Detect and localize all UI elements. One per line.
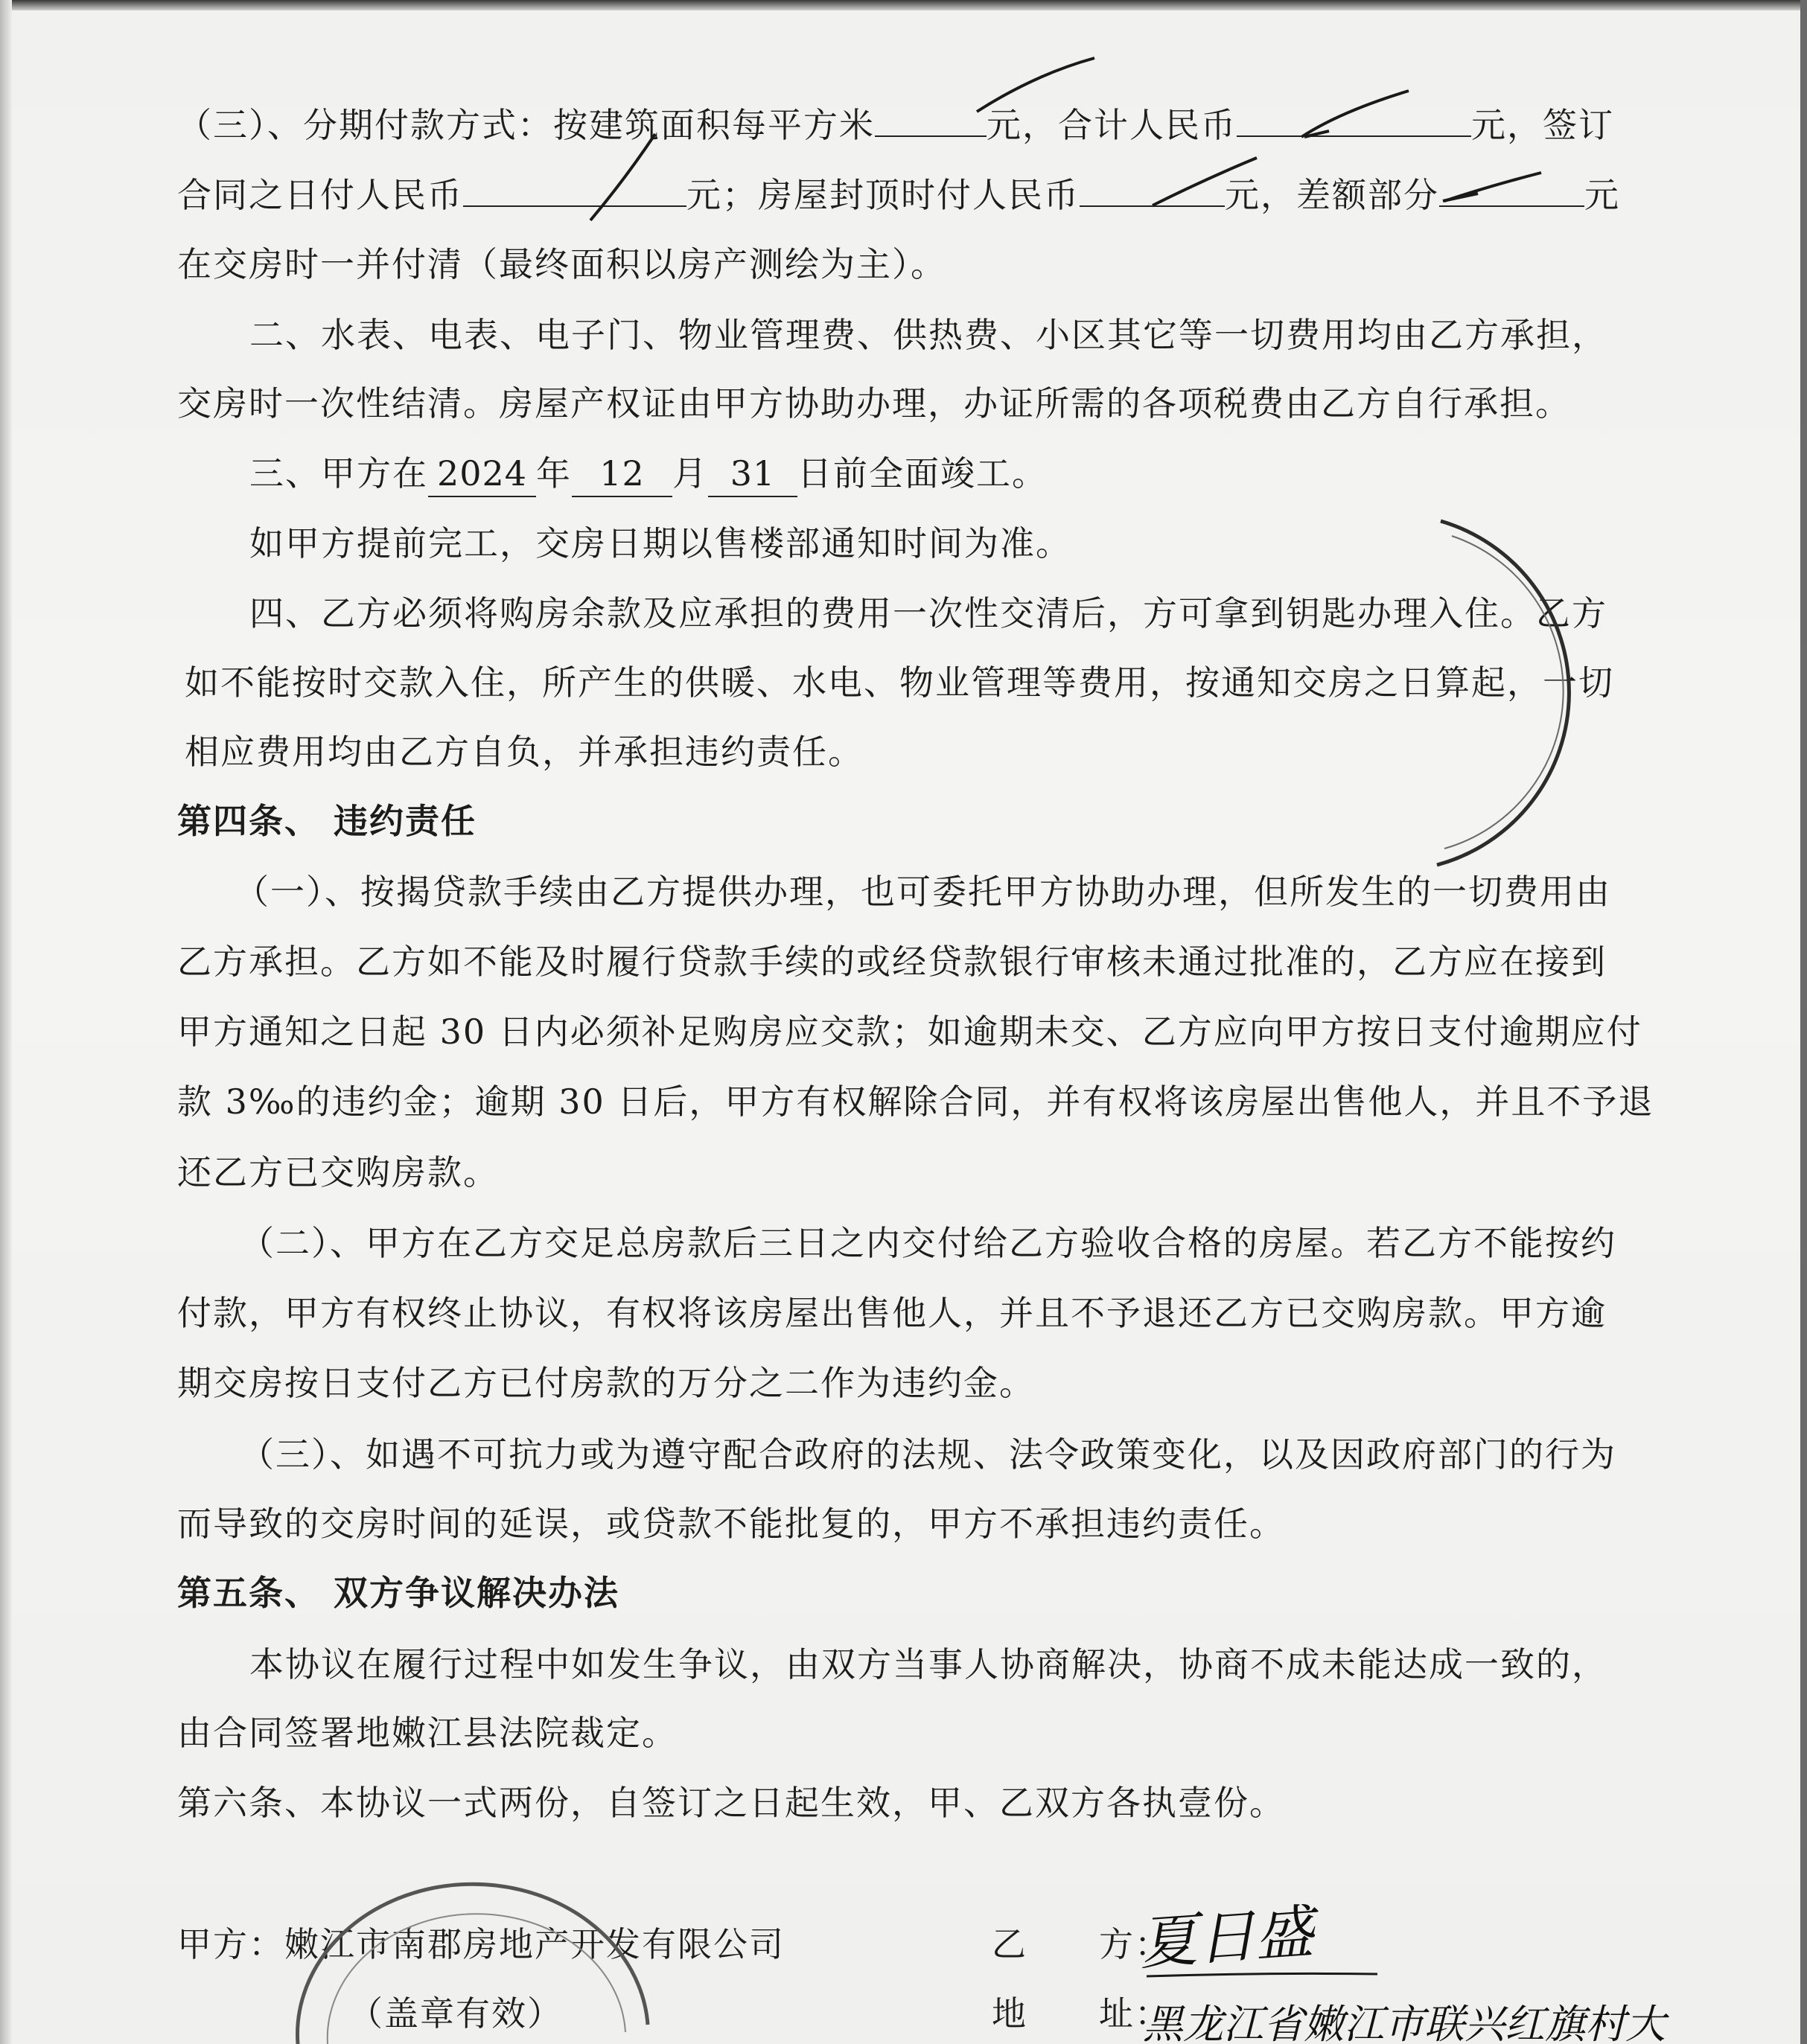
address-label: 地 址： [992, 1993, 1170, 2034]
fees-line-1: 二、水表、电表、电子门、物业管理费、供热费、小区其它等一切费用均由乙方承担， [249, 315, 1607, 355]
article4-p1-line-1: （一）、按揭贷款手续由乙方提供办理，也可委托甲方协助办理，但所发生的一切费用由 [235, 872, 1611, 912]
completion-year: 2024 [428, 451, 536, 497]
party-a-label: 甲方： [177, 1924, 284, 1964]
article4-p1-line-4: 款 3‰的违约金；逾期 30 日后，甲方有权解除合同，并有权将该房屋出售他人，并且不予退 [177, 1082, 1654, 1122]
article4-p1-line-2: 乙方承担。乙方如不能及时履行贷款手续的或经贷款银行审核未通过批准的，乙方应在接到 [177, 942, 1607, 982]
price-per-sqm-blank [875, 103, 987, 137]
clause4-line-2: 如不能按时交款入住，所产生的供暖、水电、物业管理等费用，按通知交房之日算起，一切 [185, 662, 1614, 703]
scan-right-edge [1800, 0, 1807, 2044]
text: 元，合计人民币 [987, 105, 1237, 145]
payment-clause-line-3: 在交房时一并付清（最终面积以房产测绘为主）。 [177, 244, 946, 284]
scan-top-shadow [0, 0, 1807, 10]
completion-day: 31 [708, 451, 797, 497]
text: 元 [1584, 175, 1620, 215]
article4-p1-line-3: 甲方通知之日起 30 日内必须补足购房应交款；如逾期未交、乙方应向甲方按日支付逾期应付 [177, 1012, 1642, 1052]
balance-blank [1439, 173, 1584, 207]
payment-clause-line-1 [177, 103, 1666, 147]
completion-month: 12 [572, 451, 672, 497]
signing-payment-blank [463, 173, 686, 207]
topping-payment-blank [1080, 173, 1225, 207]
text: 元，签订 [1471, 105, 1614, 145]
party-b-label: 乙 方： [992, 1924, 1170, 1964]
article4-title: 第四条、 违约责任 [177, 801, 477, 841]
signature-underline [1147, 1973, 1377, 1976]
article5-line-1: 本协议在履行过程中如发生争议，由双方当事人协商解决，协商不成未能达成一致的， [249, 1644, 1607, 1684]
text: 年 [536, 453, 572, 494]
early-completion-note: 如甲方提前完工，交房日期以售楼部通知时间为准。 [249, 523, 1071, 563]
seal-note: （盖章有效） [348, 1993, 563, 2034]
text: 三、甲方在 [249, 453, 428, 494]
article5-title: 第五条、 双方争议解决办法 [177, 1573, 620, 1613]
text: 合同之日付人民币 [177, 175, 463, 215]
text: 元，差额部分 [1225, 175, 1439, 215]
article4-p1-line-5: 还乙方已交购房款。 [177, 1152, 499, 1192]
party-b-signature: 夏日盛 [1137, 1898, 1316, 1978]
text: （三）、分期付款方式：按建筑面积每平方米 [177, 105, 875, 145]
party-a-name: 嫩江市南郡房地产开发有限公司 [284, 1924, 785, 1964]
article4-p2-line-1: （二）、甲方在乙方交足总房款后三日之内交付给乙方验收合格的房屋。若乙方不能按约 [240, 1223, 1616, 1263]
text: 月 [672, 453, 708, 494]
scan-left-edge [0, 0, 12, 2044]
text: 元；房屋封顶时付人民币 [686, 175, 1080, 215]
payment-clause-line-2 [177, 173, 1666, 217]
article4-p3-line-2: 而导致的交房时间的延误，或贷款不能批复的，甲方不承担违约责任。 [177, 1504, 1285, 1544]
fees-line-2: 交房时一次性结清。房屋产权证由甲方协助办理，办证所需的各项税费由乙方自行承担。 [177, 383, 1571, 424]
article5-line-2: 由合同签署地嫩江县法院裁定。 [177, 1713, 678, 1753]
clause4-line-3: 相应费用均由乙方自负，并承担违约责任。 [185, 732, 864, 772]
party-a-line [177, 1922, 847, 1967]
article4-p2-line-3: 期交房按日支付乙方已付房款的万分之二作为违约金。 [177, 1363, 1035, 1403]
party-b-address-handwritten: 黑龙江省嫩江市联兴红旗村大 [1143, 2001, 1666, 2044]
text: 日前全面竣工。 [797, 453, 1048, 494]
clause4-line-1: 四、乙方必须将购房余款及应承担的费用一次性交清后，方可拿到钥匙办理入住。乙方 [249, 593, 1607, 633]
completion-line [249, 451, 1739, 497]
article6-text: 第六条、本协议一式两份，自签订之日起生效，甲、乙双方各执壹份。 [177, 1783, 1285, 1823]
article4-p2-line-2: 付款，甲方有权终止协议，有权将该房屋出售他人，并且不予退还乙方已交购房款。甲方逾 [177, 1293, 1607, 1333]
article4-p3-line-1: （三）、如遇不可抗力或为遵守配合政府的法规、法令政策变化，以及因政府部门的行为 [240, 1434, 1616, 1475]
total-price-blank [1237, 103, 1471, 137]
